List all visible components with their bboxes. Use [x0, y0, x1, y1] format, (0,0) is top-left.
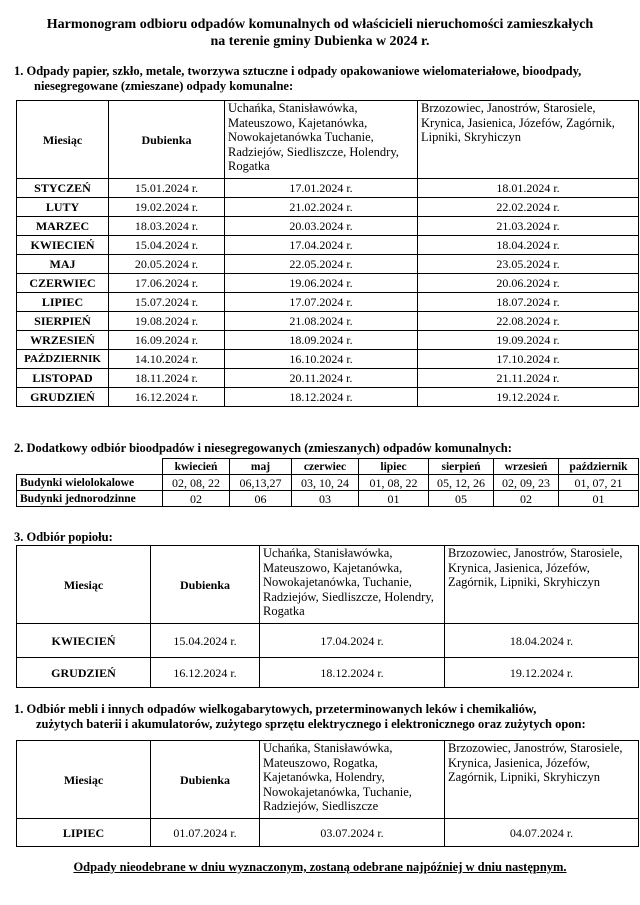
section-2-heading: 2. Dodatkowy odbiór bioodpadów i niesegregowanych (zmieszanych) odpadów komunalnych: [14, 441, 512, 455]
waste-schedule-table [16, 100, 639, 407]
table-row: Budynki wielolokalowe 02, 08, 22 06,13,27 03, 10, 24 01, 08, 22 05, 12, 26 02, 09, 23 01, 07, 21 [17, 475, 639, 491]
table-row: MARZEC 18.03.2024 r. 20.03.2024 r. 21.03.2024 r. [17, 217, 639, 236]
col-header-dubienka: Dubienka [151, 741, 260, 819]
col-header-group-a: Uchańka, Stanisławówka, Mateuszowo, Kajetanówka, Nowokajetanówka, Tuchanie, Radziejów, Siedliszcze, Holendry, Rogatka [260, 546, 445, 624]
month-header: maj [230, 459, 292, 475]
footer-note: Odpady nieodebrane w dniu wyznaczonym, zostaną odebrane najpóźniej w dniu następnym. [73, 860, 567, 874]
title-line-1: Harmonogram odbioru odpadów komunalnych od właścicieli nieruchomości zamieszkałych [46, 17, 594, 32]
month-header: kwiecień [163, 459, 230, 475]
table-row: STYCZEŃ 15.01.2024 r. 17.01.2024 r. 18.01.2024 r. [17, 179, 639, 198]
col-header-group-b: Brzozowiec, Janostrów, Starosiele, Krynica, Jasienica, Józefów, Zagórnik, Lipniki, Skryhiczyn [445, 546, 639, 624]
table-row: GRUDZIEŃ 16.12.2024 r. 18.12.2024 r. 19.12.2024 r. [17, 658, 639, 688]
table-row: KWIECIEŃ 15.04.2024 r. 17.04.2024 r. 18.04.2024 r. [17, 236, 639, 255]
month-header: wrzesień [494, 459, 559, 475]
col-header-group-b: Brzozowiec, Janostrów, Starosiele, Krynica, Jasienica, Józefów, Zagórnik, Lipniki, Skryhiczyn [418, 101, 639, 179]
table-row: SIERPIEŃ 19.08.2024 r. 21.08.2024 r. 22.08.2024 r. [17, 312, 639, 331]
table-row: LISTOPAD 18.11.2024 r. 20.11.2024 r. 21.11.2024 r. [17, 369, 639, 388]
ash-collection-table [16, 545, 639, 688]
col-header-dubienka: Dubienka [109, 101, 225, 179]
month-header: czerwiec [292, 459, 359, 475]
col-header-group-b: Brzozowiec, Janostrów, Starosiele, Krynica, Jasienica, Józefów, Zagórnik, Lipniki, Skryhiczyn [445, 741, 639, 819]
bulky-waste-table [16, 740, 639, 847]
month-header: sierpień [429, 459, 494, 475]
section-3-heading: 3. Odbiór popiołu: [14, 530, 113, 544]
table-row: GRUDZIEŃ 16.12.2024 r. 18.12.2024 r. 19.12.2024 r. [17, 388, 639, 407]
document-title [0, 16, 640, 50]
table-row: PAŹDZIERNIK 14.10.2024 r. 16.10.2024 r. 17.10.2024 r. [17, 350, 639, 369]
table-row: LIPIEC 15.07.2024 r. 17.07.2024 r. 18.07.2024 r. [17, 293, 639, 312]
col-header-month: Miesiąc [17, 101, 109, 179]
col-header-group-a: Uchańka, Stanisławówka, Mateuszowo, Kajetanówka, Nowokajetanówka Tuchanie, Radziejów, Siedliszcze, Holendry, Rogatka [225, 101, 418, 179]
section-1-heading: 1. Odpady papier, szkło, metale, tworzywa sztuczne i odpady opakowaniowe wielomateriałowe, bioodpady, niesegregowane (zmieszane) odpady komunalne: [14, 64, 582, 93]
table-row: LIPIEC 01.07.2024 r. 03.07.2024 r. 04.07.2024 r. [17, 819, 639, 847]
table-row: WRZESIEŃ 16.09.2024 r. 18.09.2024 r. 19.09.2024 r. [17, 331, 639, 350]
title-line-2: na terenie gminy Dubienka w 2024 r. [210, 34, 430, 49]
col-header-month: Miesiąc [17, 546, 151, 624]
table-row: CZERWIEC 17.06.2024 r. 19.06.2024 r. 20.06.2024 r. [17, 274, 639, 293]
table-row: KWIECIEŃ 15.04.2024 r. 17.04.2024 r. 18.04.2024 r. [17, 624, 639, 658]
month-header: październik [559, 459, 639, 475]
table-row: LUTY 19.02.2024 r. 21.02.2024 r. 22.02.2024 r. [17, 198, 639, 217]
table-row: Budynki jednorodzinne 02 06 03 01 05 02 01 [17, 491, 639, 507]
additional-collection-table [16, 458, 639, 507]
table-row: MAJ 20.05.2024 r. 22.05.2024 r. 23.05.2024 r. [17, 255, 639, 274]
col-header-dubienka: Dubienka [151, 546, 260, 624]
section-4-heading: 1. Odbiór mebli i innych odpadów wielkogabarytowych, przeterminowanych leków i chemikaliów, zużytych baterii i akumulatorów, zużytego sprzętu elektrycznego i elektronicznego oraz zużytych opon: [14, 702, 586, 731]
col-header-group-a: Uchańka, Stanisławówka, Mateuszowo, Rogatka, Kajetanówka, Holendry, Nowokajetanówka, Tuchanie, Radziejów, Siedliszcze [260, 741, 445, 819]
col-header-month: Miesiąc [17, 741, 151, 819]
month-header: lipiec [359, 459, 429, 475]
